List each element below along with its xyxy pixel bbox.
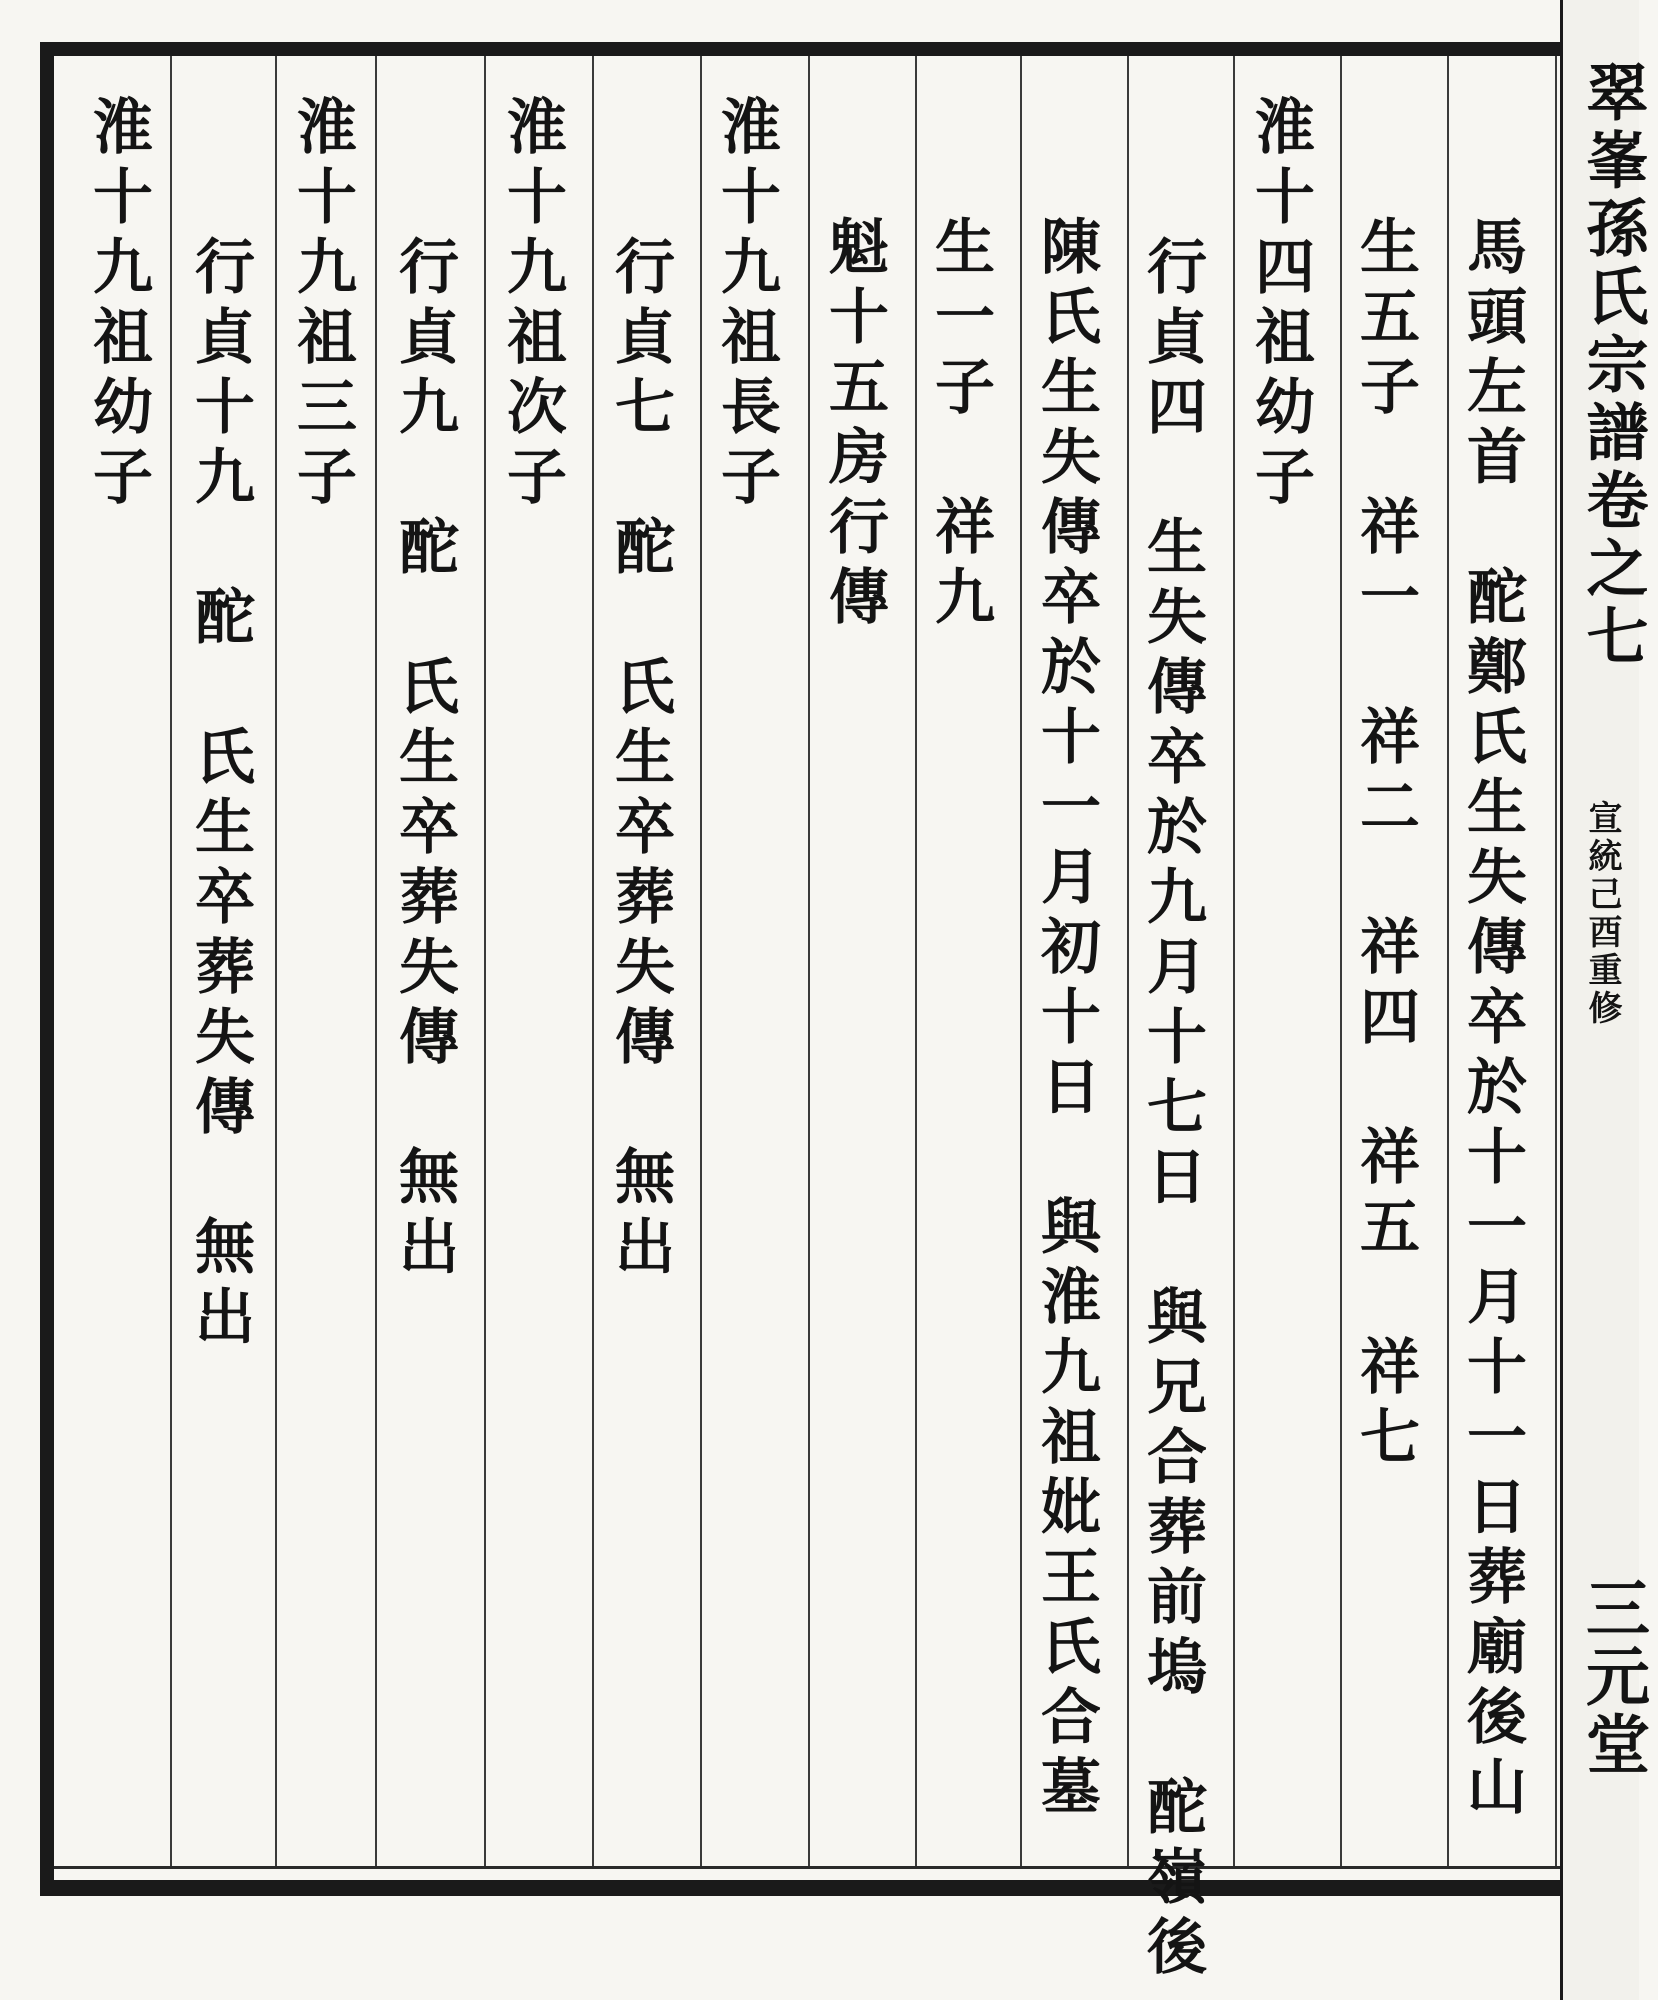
hall-name: 三元堂	[1575, 1575, 1650, 1779]
frame-bottom-border	[40, 1880, 1560, 1896]
column-rule	[808, 56, 810, 1866]
frame-left-border	[40, 42, 54, 1896]
text-column-9: 行貞七 酡 氏生卒葬失傳 無出	[605, 235, 675, 1285]
column-rule	[484, 56, 486, 1866]
frame-top-border	[40, 42, 1560, 56]
column-rule	[275, 56, 277, 1866]
text-column-14: 淮十九祖幼子	[83, 95, 153, 515]
text-column-12: 淮十九祖三子	[287, 95, 357, 515]
column-rule	[700, 56, 702, 1866]
column-rule	[592, 56, 594, 1866]
column-rule	[1020, 56, 1022, 1866]
text-column-6: 生一子 祥九	[925, 215, 995, 635]
text-column-1: 馬頭左首 酡鄭氏生失傳卒於十一月十一日葬廟後山	[1457, 215, 1527, 1825]
text-column-2: 生五子 祥一 祥二 祥四 祥五 祥七	[1350, 215, 1420, 1475]
column-rule	[1233, 56, 1235, 1866]
text-column-11: 行貞九 酡 氏生卒葬失傳 無出	[389, 235, 459, 1285]
text-column-8: 淮十九祖長子	[711, 95, 781, 515]
text-column-5: 陳氏生失傳卒於十一月初十日 與淮九祖妣王氏合墓	[1031, 215, 1101, 1825]
column-rule	[170, 56, 172, 1866]
frame-inner-bottom-border	[54, 1866, 1560, 1869]
text-column-10: 淮十九祖次子	[497, 95, 567, 515]
column-rule	[915, 56, 917, 1866]
column-rule	[1340, 56, 1342, 1866]
text-column-4: 行貞四 生失傳卒於九月十七日 與兄合葬前塢 酡嶺後	[1137, 235, 1207, 1985]
text-column-13: 行貞十九 酡 氏生卒葬失傳 無出	[185, 235, 255, 1355]
edition-note: 宣統己酉重修	[1582, 800, 1622, 1028]
book-title: 翠峯孫氏宗譜卷之七	[1576, 60, 1649, 672]
text-column-3: 淮十四祖幼子	[1245, 95, 1315, 515]
text-column-7: 魁十五房行傳	[819, 215, 889, 635]
column-rule	[1555, 56, 1557, 1866]
column-rule	[1127, 56, 1129, 1866]
column-rule	[375, 56, 377, 1866]
column-rule	[1447, 56, 1449, 1866]
